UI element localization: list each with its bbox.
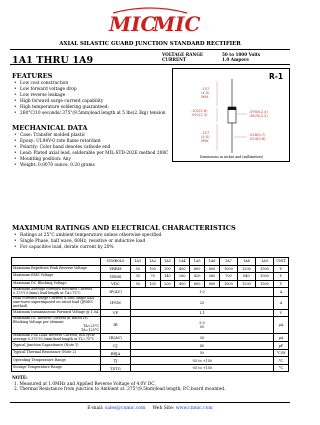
note-item: 1. Measured at 1.0MHz and Applied Reverse Voltage of 4.0V DC. [14, 381, 156, 387]
lead-length-bottom-dim: .157 (4.0) MIN. [201, 131, 210, 143]
value-cell: 25 [130, 296, 273, 309]
mechanical-heading: MECHANICAL DATA [12, 124, 88, 132]
list-item: • Weight: 0.0070 ounce, 0.20 grams [14, 163, 168, 169]
value-cell [130, 317, 273, 334]
symbol-cell: CJ [101, 342, 131, 350]
notes-heading: NOTE: [12, 376, 28, 381]
table-header-cell: 1A8 [237, 258, 255, 266]
value-cell: 50 [130, 265, 145, 273]
symbol-cell: TJ [101, 357, 131, 365]
body-length-dim: .102(2.6) .091(2.3) [191, 109, 208, 117]
symbol-cell: VRMS [101, 273, 131, 281]
unit-cell: V [274, 280, 289, 288]
table-row [12, 357, 289, 365]
list-item: • Polarity: Color band denotes cathode end [14, 145, 168, 151]
unit-cell: °C [274, 357, 289, 365]
value-cell: 1500 [255, 265, 273, 273]
symbol-cell: VF [101, 309, 131, 317]
list-item: • Ratings at 25°C ambient temperature unless otherwise specified [14, 233, 161, 239]
unit-cell: A [274, 288, 289, 297]
title-rule-top [10, 49, 290, 50]
footer-rule [10, 402, 290, 403]
symbol-cell: IR [101, 317, 131, 334]
value-cell: 1.1 [130, 309, 273, 317]
symbol-cell: IFSM [101, 296, 131, 309]
package-diagram [172, 68, 290, 162]
value-cell: 1000 [219, 265, 237, 273]
value-cell: 600 [190, 265, 205, 273]
table-header-cell: SYMBOLS [101, 258, 131, 266]
list-item: • High forward surge current capability [14, 99, 166, 105]
ratings-table [11, 257, 289, 372]
parameter-cell: Maximum Instantaneous Forward Voltage @ 1.0A [12, 309, 101, 317]
value-cell: 400 [175, 280, 190, 288]
parameter-cell: Maximum DC Blocking Voltage [12, 280, 101, 288]
parameter-cell: Maximum RMS Voltage [12, 273, 101, 281]
parameter-cell: Maximum Repetitive Peak Reverse Voltage [12, 265, 101, 273]
symbol-cell: VRRM [101, 265, 131, 273]
note-item: 2. Thermal Resistance from junction to Ambient at .375"(9.5mm)lead length, P.C.board mounted. [14, 387, 226, 393]
table-row [12, 265, 289, 273]
unit-cell: V [274, 309, 289, 317]
table-header-cell: 1A3 [160, 258, 175, 266]
title-rule-bottom [10, 64, 290, 65]
unit-cell: μA [274, 333, 289, 342]
table-header-cell: 1A9 [255, 258, 273, 266]
value-text: 50 [199, 324, 205, 329]
value-cell: 600 [190, 280, 205, 288]
brand-logo [107, 9, 201, 36]
list-item: • High temperature soldering guaranteed: [14, 105, 166, 111]
symbol-cell: RθJA [101, 349, 131, 357]
features-heading: FEATURES [12, 72, 53, 80]
value-cell: 1050 [255, 273, 273, 281]
footer [0, 406, 300, 411]
table-row [12, 342, 289, 350]
value-cell: 140 [160, 273, 175, 281]
parameter-cell: Typical Junction Capacitance (Note 1) [12, 342, 101, 350]
website-link[interactable]: www.cnmic.com [175, 406, 213, 411]
unit-cell: °C/W [274, 349, 289, 357]
table-row [12, 333, 289, 342]
unit-cell: pF [274, 342, 289, 350]
svg-text:MIC: MIC [109, 12, 157, 36]
unit-cell: A [274, 296, 289, 309]
table-row [12, 288, 289, 297]
spec-labels [162, 52, 203, 62]
value-cell: -55 to +150 [130, 364, 273, 372]
unit-cell: °C [274, 364, 289, 372]
ratings-heading: MAXIMUM RATINGS AND ELECTRICAL CHARACTERISTICS [12, 224, 236, 232]
body-diameter-dim: .0950(2.4) .0870(2.2) [249, 110, 268, 118]
ratings-conditions [14, 233, 161, 251]
value-cell: 70 [145, 273, 160, 281]
value-cell: -55 to +150 [130, 357, 273, 365]
list-item: • 260°C/10 seconds/.375"(9.5mm)lead length at 5 lbs(2.3kg) tension [14, 111, 166, 117]
list-item: • For capacitive load, derate current by 20% [14, 245, 161, 251]
value-cell: 100 [145, 280, 160, 288]
value-cell: 50 [130, 280, 145, 288]
spec-values [222, 52, 260, 62]
email-label: E-mail: [87, 406, 104, 411]
parameter-cell: Maximum Full Load Reverse Current, full cycle average 0.375"(9.5mm)lead length at TL=75°C [12, 333, 101, 342]
value-cell: 35 [130, 273, 145, 281]
features-list [14, 81, 166, 117]
value-cell: 1.0 [130, 288, 273, 297]
cathode-band [228, 107, 236, 110]
value-cell: 1000 [219, 280, 237, 288]
table-row [12, 364, 289, 372]
condition-text: TA=125°C [81, 327, 100, 332]
voltage-range-label: VOLTAGE RANGE [162, 52, 204, 57]
table-row [12, 317, 289, 334]
diagram-caption: Dimensions in inches and (millimeters) [199, 155, 264, 159]
unit-cell: V [274, 273, 289, 281]
mechanical-list [14, 133, 168, 169]
value-cell: 840 [237, 273, 255, 281]
value-cell: 400 [175, 265, 190, 273]
list-item: • Low forward voltage drop [14, 87, 166, 93]
svg-text:MIC: MIC [153, 12, 201, 36]
condition-text: TA=25°C [83, 323, 100, 328]
table-header-row [12, 258, 289, 266]
parameter-cell: Operating Temperature Range [12, 357, 101, 365]
document-title: AXIAL SILASTIC GUARD JUNCTION STANDARD RECTIFIER [59, 41, 241, 47]
list-item: • Case: Transfer molded plastic [14, 133, 168, 139]
symbol-cell: IR(AV) [101, 333, 131, 342]
table-header-cell: 1A5 [190, 258, 205, 266]
list-item: • Mounting position: Any [14, 157, 168, 163]
value-cell: 420 [190, 273, 205, 281]
website-label: Web Site: [152, 406, 175, 411]
list-item: • Epoxy: UL94V-0 rate flame retardant [14, 139, 168, 145]
table-header-cell [12, 258, 101, 266]
value-cell: 1200 [237, 265, 255, 273]
value-cell: 200 [160, 280, 175, 288]
value-cell: 30 [130, 333, 273, 342]
parameter-cell: Peak Forward Surge Current 8.3mS single half sine-wave superimposed on rated load (JEDEC method) [12, 296, 101, 309]
list-item: • Single Phase, half wave, 60Hz, resistive or inductive load [14, 239, 161, 245]
value-text: 5.0 [199, 320, 205, 325]
value-cell: 700 [219, 273, 237, 281]
value-cell: 280 [175, 273, 190, 281]
table-header-cell: 1A2 [145, 258, 160, 266]
value-cell: 1200 [237, 280, 255, 288]
value-cell: 50 [130, 349, 273, 357]
symbol-cell: TSTG [101, 364, 131, 372]
lead-length-top-dim: .157 (4.0) MIN. [201, 87, 210, 99]
table-header-cell: 1A6 [205, 258, 220, 266]
lead-diameter-dim: .028(0.7) .024(0.6) [249, 133, 266, 141]
package-name: R-1 [269, 72, 284, 81]
value-cell: 560 [205, 273, 220, 281]
parameter-cell: Typical Thermal Resistance (Note 2) [12, 349, 101, 357]
parameter-cell: Maximum DC Reverse Current at Rated DC Blocking Voltage per element TA=25°C TA=125°C [13, 316, 100, 332]
symbol-cell: VDC [101, 280, 131, 288]
part-number-range: 1A1 THRU 1A9 [12, 55, 94, 66]
table-row [12, 296, 289, 309]
current-value: 1.0 Ampere [222, 57, 249, 63]
table-header-cell: 1A7 [219, 258, 237, 266]
unit-cell: V [274, 265, 289, 273]
table-header-cell: UNIT [274, 258, 289, 266]
table-row [12, 349, 289, 357]
email-link[interactable]: sales@cnmic.com [104, 406, 146, 411]
symbol-cell: IF(AV) [101, 288, 131, 297]
value-cell: 1500 [255, 280, 273, 288]
parameter-cell: Maximum Average Forward Rectified Current 0.375"(9.5mm) lead length at TA=75°C [12, 288, 101, 297]
value-cell: 800 [205, 280, 220, 288]
list-item: • Low reverse leakage [14, 93, 166, 99]
list-item: • Lead: Plated axial lead, solderable per MIL-STD-202E method 208C [14, 151, 168, 157]
list-item: • Low cost construction [14, 81, 166, 87]
notes [12, 376, 226, 393]
voltage-range-value: 50 to 1800 Volts [222, 52, 261, 57]
current-label: CURRENT [162, 57, 187, 63]
unit-cell: μA [274, 317, 289, 334]
table-row [12, 273, 289, 281]
table-header-cell: 1A4 [175, 258, 190, 266]
value-cell: 200 [160, 265, 175, 273]
value-cell: 40 [130, 342, 273, 350]
table-header-cell: 1A1 [130, 258, 145, 266]
parameter-cell: Storage Temperature Range [12, 364, 101, 372]
value-cell: 800 [205, 265, 220, 273]
value-cell: 100 [145, 265, 160, 273]
